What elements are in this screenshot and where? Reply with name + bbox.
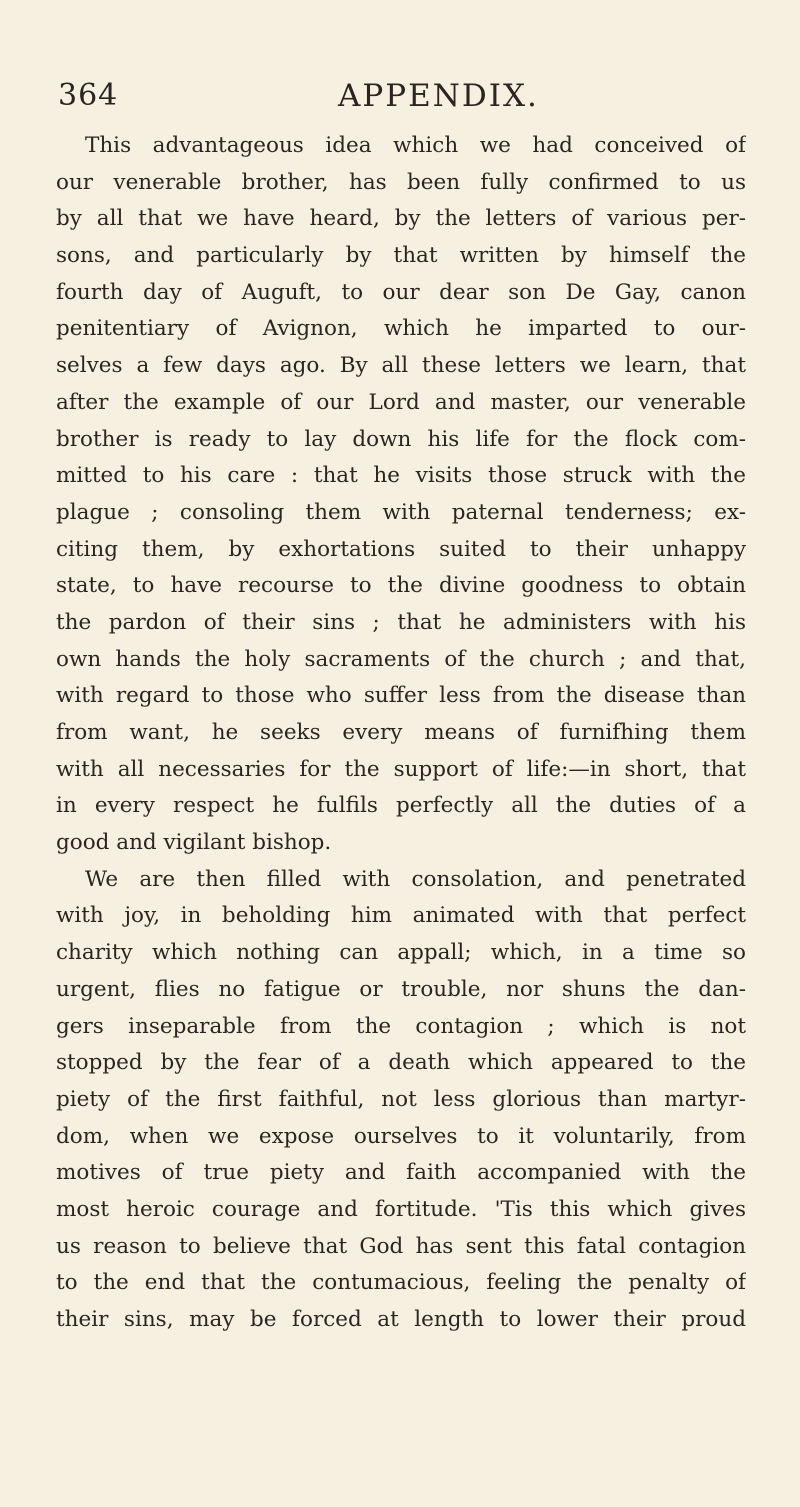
text-line: penitentiary of Avignon, which he imparted to our- [56,316,746,342]
text-line: motives of true piety and faith accompanied with the [56,1160,746,1186]
text-line: after the example of our Lord and master, our venerable [56,389,746,415]
text-line: with all necessaries for the support of life:—in short, that [56,756,746,782]
text-line: own hands the holy sacraments of the church ; and that, [56,646,746,672]
text-line: most heroic courage and fortitude. 'Tis this which gives [56,1196,746,1222]
text-line: us reason to believe that God has sent this fatal contagion [56,1233,746,1259]
body-text [56,128,746,1339]
text-line: the pardon of their sins ; that he administers with his [56,609,746,635]
text-line: This advantageous idea which we had conceived of [85,133,746,158]
running-head [58,78,738,118]
text-line: sons, and particularly by that written by himself the [56,243,746,269]
text-line: charity which nothing can appall; which, in a time so [56,940,746,966]
text-line: mitted to his care : that he visits those struck with the [56,463,746,489]
running-head-title: APPENDIX. [338,78,539,114]
text-line: our venerable brother, has been fully confirmed to us [56,169,746,195]
text-line: in every respect he fulfils perfectly all the duties of a [56,793,746,819]
text-line: selves a few days ago. By all these letters we learn, that [56,353,746,379]
text-line: by all that we have heard, by the letters of various per- [56,206,746,232]
text-line: brother is ready to lay down his life for the flock com- [56,426,746,452]
text-line: citing them, by exhortations suited to their unhappy [56,536,746,562]
text-line: stopped by the fear of a death which appeared to the [56,1050,746,1076]
text-line: piety of the first faithful, not less glorious than martyr- [56,1086,746,1112]
text-line: good and vigilant bishop. [56,830,332,856]
text-line: to the end that the contumacious, feeling the penalty of [56,1270,746,1296]
text-line: their sins, may be forced at length to lower their proud [56,1307,746,1332]
text-line: with joy, in beholding him animated with that perfect [56,903,746,929]
text-line: with regard to those who suffer less from the disease than [56,683,746,709]
text-line: dom, when we expose ourselves to it voluntarily, from [56,1123,746,1149]
text-line: gers inseparable from the contagion ; which is not [56,1013,746,1039]
text-line: We are then filled with consolation, and penetrated [85,866,746,892]
text-line: state, to have recourse to the divine goodness to obtain [56,573,746,599]
text-line: from want, he seeks every means of furnifhing them [56,720,746,745]
text-line: urgent, flies no fatigue or trouble, nor shuns the dan- [56,976,746,1002]
text-line: fourth day of Auguft, to our dear son De Gay, canon [56,279,746,305]
text-line: plague ; consoling them with paternal tenderness; ex- [56,499,746,525]
page-number: 364 [58,78,119,113]
